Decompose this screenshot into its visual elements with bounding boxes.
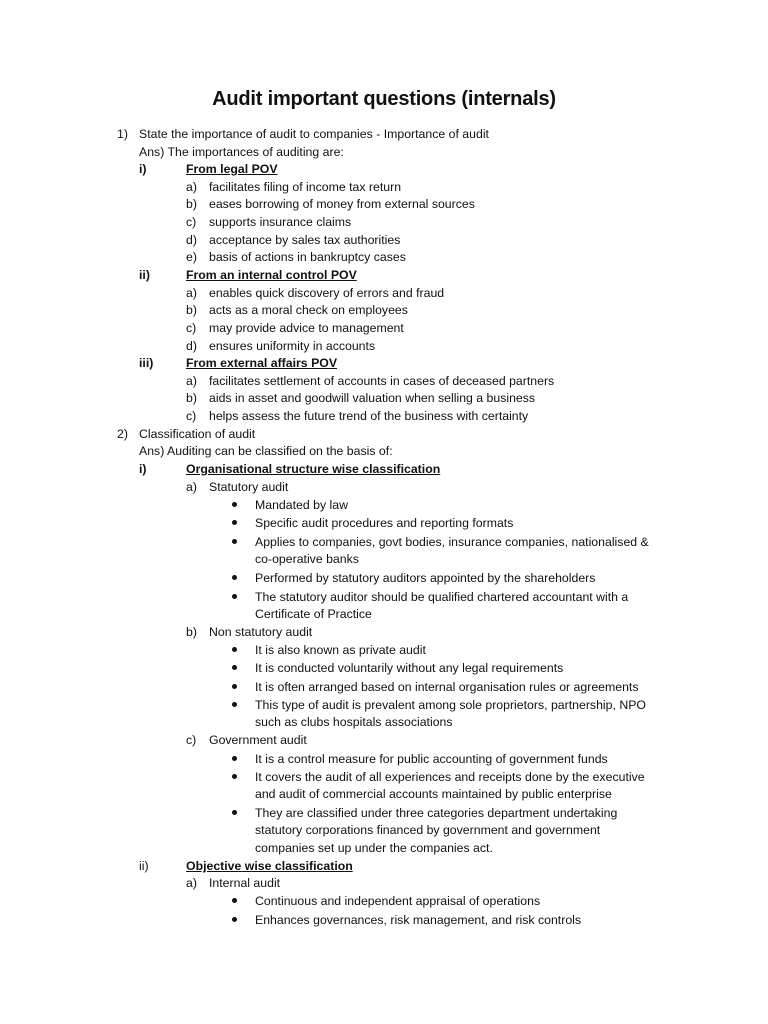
list-item: ensures uniformity in accounts: [209, 339, 376, 353]
bullet-text: It is also known as private audit: [255, 643, 426, 657]
list-marker: e): [186, 250, 197, 264]
bullet-text-continued: co-operative banks: [255, 552, 359, 566]
list-item: basis of actions in bankruptcy cases: [209, 250, 406, 264]
section-heading: Organisational structure wise classification: [186, 462, 441, 476]
bullet-text: Continuous and independent appraisal of operations: [255, 894, 541, 908]
subsection-title: Statutory audit: [209, 480, 289, 494]
bullet-dot: [232, 647, 237, 652]
section-number: ii): [139, 859, 149, 873]
bullet-text-continued: companies set up under the companies act.: [255, 841, 493, 855]
bullet-dot: [232, 756, 237, 761]
list-marker: c): [186, 321, 197, 335]
answer-intro: Ans) The importances of auditing are:: [139, 145, 344, 159]
list-item: facilitates filing of income tax return: [209, 180, 402, 194]
section-heading: Objective wise classification: [186, 859, 353, 873]
list-marker: a): [186, 180, 197, 194]
section-number: i): [139, 162, 147, 176]
list-item: enables quick discovery of errors and fraud: [209, 286, 445, 300]
list-marker: c): [186, 409, 197, 423]
bullet-dot: [232, 917, 237, 922]
list-item: facilitates settlement of accounts in cases of deceased partners: [209, 374, 555, 388]
list-marker: b): [186, 303, 197, 317]
bullet-text: It is a control measure for public accounting of government funds: [255, 752, 608, 766]
list-marker: c): [186, 215, 197, 229]
answer-intro: Ans) Auditing can be classified on the basis of:: [139, 444, 393, 458]
bullet-dot: [232, 520, 237, 525]
section-number: i): [139, 462, 147, 476]
list-marker: b): [186, 625, 197, 639]
list-marker: d): [186, 233, 197, 247]
bullet-dot: [232, 502, 237, 507]
bullet-text: Performed by statutory auditors appointed by the shareholders: [255, 571, 596, 585]
section-heading: From an internal control POV: [186, 268, 357, 282]
list-marker: a): [186, 480, 197, 494]
list-item: aids in asset and goodwill valuation when selling a business: [209, 391, 536, 405]
list-marker: c): [186, 733, 197, 747]
bullet-text: Mandated by law: [255, 498, 348, 512]
bullet-dot: [232, 898, 237, 903]
list-marker: a): [186, 374, 197, 388]
bullet-text-continued: Certificate of Practice: [255, 607, 372, 621]
list-marker: a): [186, 286, 197, 300]
list-item: acceptance by sales tax authorities: [209, 233, 401, 247]
document-title: Audit important questions (internals): [212, 88, 556, 110]
section-number: iii): [139, 356, 154, 370]
bullet-dot: [232, 665, 237, 670]
bullet-text: Specific audit procedures and reporting formats: [255, 516, 514, 530]
bullet-dot: [232, 702, 237, 707]
bullet-text: Applies to companies, govt bodies, insurance companies, nationalised &: [255, 535, 649, 549]
question-number: 2): [117, 427, 128, 441]
bullet-text-continued: statutory corporations financed by government and government: [255, 823, 601, 837]
question-text: State the importance of audit to companies - Importance of audit: [139, 127, 489, 141]
list-marker: d): [186, 339, 197, 353]
bullet-dot: [232, 575, 237, 580]
question-text: Classification of audit: [139, 427, 256, 441]
bullet-text: It covers the audit of all experiences and receipts done by the executive: [255, 770, 645, 784]
bullet-text: This type of audit is prevalent among sole proprietors, partnership, NPO: [255, 698, 646, 712]
bullet-text: The statutory auditor should be qualified chartered accountant with a: [255, 590, 629, 604]
list-item: may provide advice to management: [209, 321, 404, 335]
section-heading: From external affairs POV: [186, 356, 338, 370]
section-number: ii): [139, 268, 150, 282]
section-heading: From legal POV: [186, 162, 278, 176]
subsection-title: Government audit: [209, 733, 307, 747]
bullet-text-continued: and audit of commercial accounts maintained by public enterprise: [255, 787, 612, 801]
list-marker: a): [186, 876, 197, 890]
list-marker: b): [186, 197, 197, 211]
bullet-dot: [232, 594, 237, 599]
list-item: acts as a moral check on employees: [209, 303, 408, 317]
subsection-title: Non statutory audit: [209, 625, 313, 639]
bullet-text-continued: such as clubs hospitals associations: [255, 715, 453, 729]
list-item: helps assess the future trend of the business with certainty: [209, 409, 529, 423]
bullet-text: Enhances governances, risk management, and risk controls: [255, 913, 582, 927]
subsection-title: Internal audit: [209, 876, 281, 890]
question-number: 1): [117, 127, 128, 141]
bullet-dot: [232, 684, 237, 689]
list-item: eases borrowing of money from external sources: [209, 197, 475, 211]
bullet-text: They are classified under three categories department undertaking: [255, 806, 618, 820]
bullet-text: It is often arranged based on internal organisation rules or agreements: [255, 680, 639, 694]
bullet-dot: [232, 810, 237, 815]
list-item: supports insurance claims: [209, 215, 352, 229]
bullet-dot: [232, 539, 237, 544]
list-marker: b): [186, 391, 197, 405]
bullet-dot: [232, 774, 237, 779]
bullet-text: It is conducted voluntarily without any legal requirements: [255, 661, 564, 675]
